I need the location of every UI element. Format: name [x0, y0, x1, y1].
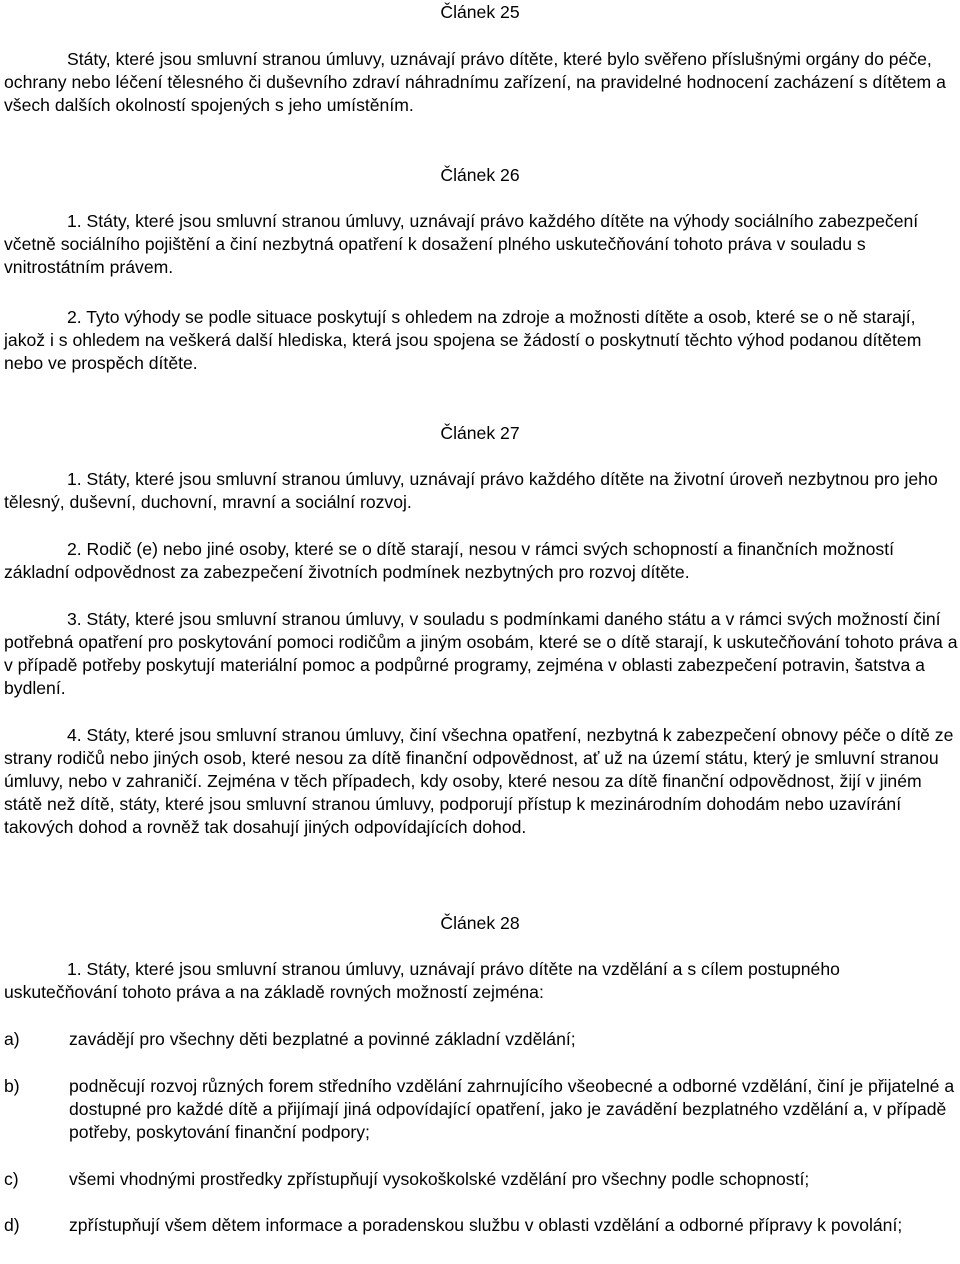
article-28-heading: Článek 28	[440, 913, 520, 933]
article-26-heading: Článek 26	[440, 165, 520, 185]
list-item-marker: d)	[4, 1215, 20, 1235]
list-item-marker: b)	[4, 1076, 20, 1096]
list-item-marker: a)	[4, 1029, 20, 1049]
article-25-heading: Článek 25	[440, 2, 520, 22]
list-item	[4, 1075, 958, 1144]
list-item-text: podněcují rozvoj různých forem středního vzdělání zahrnujícího všeobecné a odborné vzdělání, činí je přijatelné a dostupné pro každé dítě a přijímají jiná odpovídající opatření, jako je zavádění bezplatného vzdělání a, v případě potřeby, poskytování finanční podpory;	[69, 1076, 955, 1142]
article-27-paragraph-3: 3. Státy, které jsou smluvní stranou úmluvy, v souladu s podmínkami daného státu a v rámci svých možností činí potřebná opatření pro poskytování pomoci rodičům a jiným osobám, které se o dítě starají, k uskutečňování tohoto práva a v případě potřeby poskytují materiální pomoc a podpůrné programy, zejména v oblasti zabezpečení potravin, šatstva a bydlení.	[4, 609, 958, 698]
article-27-paragraph-4: 4. Státy, které jsou smluvní stranou úmluvy, činí všechna opatření, nezbytná k zabezpečení obnovy péče o dítě ze strany rodičů nebo jiných osob, které nesou za dítě finanční odpovědnost, ať už na území státu, který je smluvní stranou úmluvy, nebo v zahraničí. Zejména v těch případech, kdy osoby, které nesou za dítě finanční odpovědnost, žijí v jiném státě než dítě, státy, které jsou smluvní stranou úmluvy, podporují přístup k mezinárodním dohodám nebo uzavírání takových dohod a rovněž tak dosahují jiných odpovídajících dohod.	[4, 725, 954, 837]
article-27-heading: Článek 27	[440, 423, 520, 443]
article-28-paragraph-1: 1. Státy, které jsou smluvní stranou úmluvy, uznávají právo dítěte na vzdělání a s cílem postupného uskutečňování tohoto práva a na základě rovných možností zejména:	[4, 959, 840, 1002]
list-item-marker: c)	[4, 1169, 19, 1189]
article-25-paragraph: Státy, které jsou smluvní stranou úmluvy, uznávají právo dítěte, které bylo svěřeno příslušnými orgány do péče, ochrany nebo léčení tělesného či duševního zdraví náhradnímu zařízení, na pravidelné hodnocení zacházení s dítětem a všech dalších okolností spojených s jeho umístěním.	[4, 49, 946, 115]
list-item-text: zpřístupňují všem dětem informace a poradenskou službu v oblasti vzdělání a odborné přípravy k povolání;	[69, 1215, 903, 1235]
list-item-text: zavádějí pro všechny děti bezplatné a povinné základní vzdělání;	[69, 1029, 576, 1049]
article-26-paragraph-1: 1. Státy, které jsou smluvní stranou úmluvy, uznávají právo každého dítěte na výhody sociálního zabezpečení včetně sociálního pojištění a činí nezbytná opatření k dosažení plného uskutečňování tohoto práva v souladu s vnitrostátním právem.	[4, 211, 919, 277]
list-item	[4, 1028, 958, 1051]
article-27-paragraph-1: 1. Státy, které jsou smluvní stranou úmluvy, uznávají právo každého dítěte na životní úroveň nezbytnou pro jeho tělesný, duševní, duchovní, mravní a sociální rozvoj.	[4, 469, 938, 512]
article-27-paragraph-2: 2. Rodič (e) nebo jiné osoby, které se o dítě starají, nesou v rámci svých schopností a finančních možností základní odpovědnost za zabezpečení životních podmínek nezbytných pro rozvoj dítěte.	[4, 539, 894, 582]
list-item	[4, 1214, 958, 1237]
article-26-paragraph-2: 2. Tyto výhody se podle situace poskytují s ohledem na zdroje a možnosti dítěte a osob, které se o ně starají, jakož i s ohledem na veškerá další hlediska, která jsou spojena se žádostí o poskytnutí těchto výhod podanou dítětem nebo ve prospěch dítěte.	[4, 307, 922, 373]
list-item-text: všemi vhodnými prostředky zpřístupňují vysokoškolské vzdělání pro všechny podle schopností;	[69, 1169, 810, 1189]
list-item	[4, 1168, 958, 1191]
